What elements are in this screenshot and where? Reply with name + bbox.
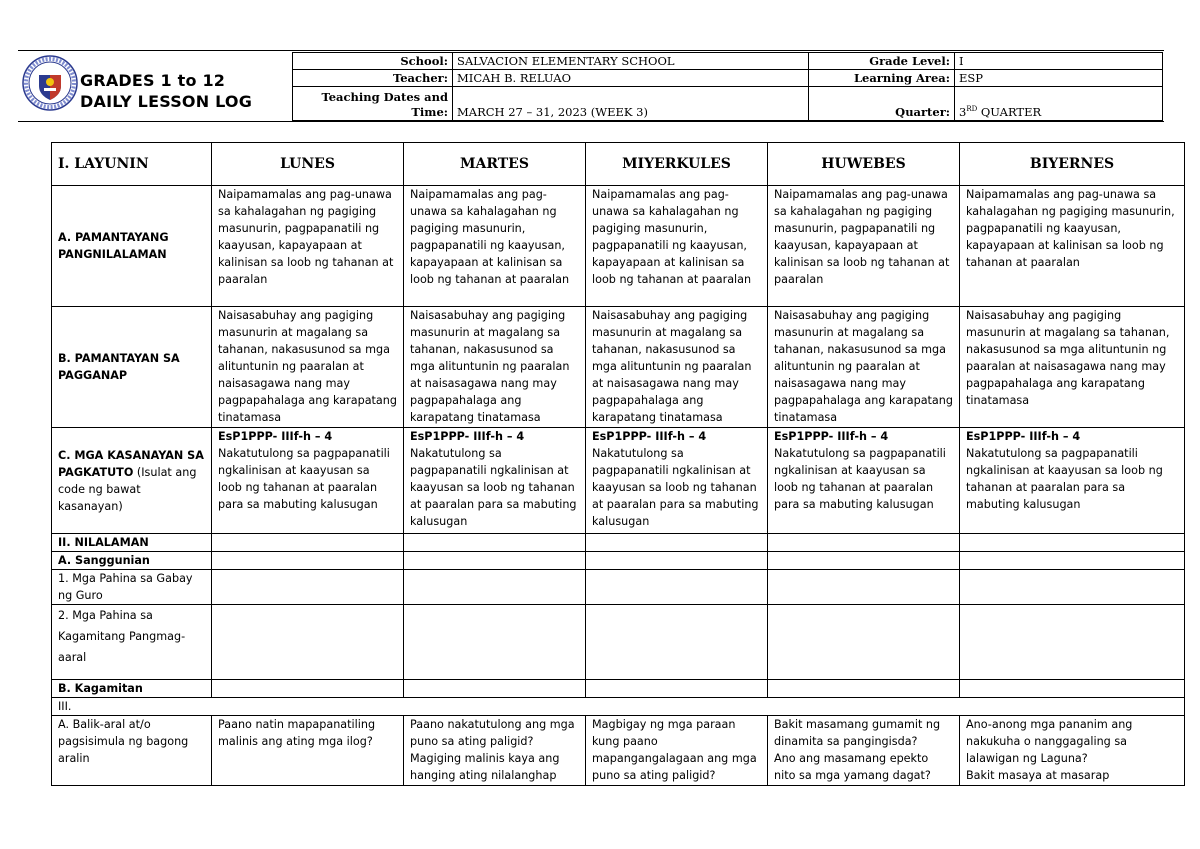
question-text: Bakit masaya at masarap <box>966 769 1110 782</box>
table-cell <box>768 428 960 534</box>
table-cell <box>404 534 586 552</box>
teaching-dates-label-line1: Teaching Dates and <box>321 90 448 104</box>
document-title <box>80 70 252 112</box>
lesson-log-table <box>51 142 1185 786</box>
quarter-label: Quarter: <box>809 87 955 121</box>
table-cell: Naipamamalas ang pag-unawa sa kahalagahan ng pagiging masunurin, pagpapanatili ng kaayusan, kapayapaan at kalinisan sa loob ng tahanan at paaralan <box>212 186 404 307</box>
table-cell <box>404 552 586 570</box>
table-row-sanggunian <box>52 552 1185 570</box>
row-label: 2. Mga Pahina sa Kagamitang Pangmag-aaral <box>52 605 212 680</box>
table-cell <box>768 680 960 698</box>
learning-area-label: Learning Area: <box>809 70 955 87</box>
info-table <box>292 52 1163 121</box>
table-cell <box>768 570 960 605</box>
table-cell <box>212 716 404 786</box>
competency-text: Nakatutulong sa pagpapanatili ngkalinisan at kaayusan sa loob ng tahanan at paaralan para sa mabuting kalusugan <box>774 447 946 511</box>
table-cell <box>586 605 768 680</box>
question-text: Magiging malinis kaya ang hanging ating nilalanghap <box>410 752 560 782</box>
table-cell: Naipamamalas ang pag-unawa sa kahalagahan ng pagiging masunurin, pagpapanatili ng kaayusan, kapayapaan at kalinisan sa loob ng tahanan at paaralan <box>960 186 1185 307</box>
table-cell <box>404 680 586 698</box>
table-cell <box>404 605 586 680</box>
teaching-dates-label <box>293 87 453 121</box>
header-huwebes: HUWEBES <box>768 143 960 186</box>
teaching-dates-label-line2: Time: <box>411 105 448 119</box>
row-label: B. Kagamitan <box>52 680 212 698</box>
row-label-bold: C. MGA KASANAYAN SA PAGKATUTO <box>58 448 204 479</box>
table-cell <box>212 534 404 552</box>
row-label: B. PAMANTAYAN SA PAGGANAP <box>52 307 212 428</box>
table-cell <box>768 534 960 552</box>
question-text: Paano nakatutulong ang mga puno sa ating paligid? <box>410 718 575 748</box>
question-text: Ano-anong mga pananim ang nakukuha o nanggagaling sa lalawigan ng Laguna? <box>966 718 1133 765</box>
header-biyernes: BIYERNES <box>960 143 1185 186</box>
table-row-balik-aral <box>52 716 1185 786</box>
table-row-pamantayan-sa-pagganap <box>52 307 1185 428</box>
school-label: School: <box>293 53 453 70</box>
header-martes: MARTES <box>404 143 586 186</box>
header-layunin: I. LAYUNIN <box>52 143 212 186</box>
table-cell <box>586 570 768 605</box>
question-text: Ano ang masamang epekto nito sa mga yamang dagat? <box>774 752 931 782</box>
table-cell <box>212 570 404 605</box>
grade-level-label: Grade Level: <box>809 53 955 70</box>
table-row-pamantayang-pangnilalaman <box>52 186 1185 307</box>
deped-seal-icon <box>22 55 78 111</box>
quarter-number: 3 <box>959 105 967 119</box>
table-cell: Naisasabuhay ang pagiging masunurin at magalang sa tahanan, nakasusunod sa mga alituntunin ng paaralan at naisasagawa nang may pagpapahalaga ang karapatang tinatamasa <box>960 307 1185 428</box>
table-cell <box>212 680 404 698</box>
row-label-note: (Isulat ang code ng bawat kasanayan) <box>58 465 197 513</box>
competency-code: EsP1PPP- IIIf-h – 4 <box>218 430 333 443</box>
table-cell <box>768 605 960 680</box>
table-cell <box>586 534 768 552</box>
row-label: A. Balik-aral at/o pagsisimula ng bagong aralin <box>52 716 212 786</box>
table-cell <box>960 552 1185 570</box>
table-cell <box>960 680 1185 698</box>
table-cell <box>586 716 768 786</box>
table-row-section-3 <box>52 698 1185 716</box>
quarter-value <box>955 87 1163 121</box>
competency-text: Nakatutulong sa pagpapanatili ngkalinisan at kaayusan sa loob ng tahanan at paaralan para sa mabuting kalusugan <box>592 447 759 528</box>
table-cell: Naipamamalas ang pag-unawa sa kahalagahan ng pagiging masunurin, pagpapanatili ng kaayusan, kapayapaan at kalinisan sa loob ng tahanan at paaralan <box>586 186 768 307</box>
table-cell <box>960 716 1185 786</box>
competency-code: EsP1PPP- IIIf-h – 4 <box>592 430 707 443</box>
table-cell <box>212 428 404 534</box>
competency-code: EsP1PPP- IIIf-h – 4 <box>966 430 1081 443</box>
table-cell: Naisasabuhay ang pagiging masunurin at magalang sa tahanan, nakasusunod sa mga alituntunin ng paaralan at naisasagawa nang may pagpapahalaga ang karapatang tinatamasa <box>768 307 960 428</box>
title-line-1: GRADES 1 to 12 <box>80 71 226 90</box>
table-cell: Naipamamalas ang pag-unawa sa kahalagahan ng pagiging masunurin, pagpapanatili ng kaayusan, kapayapaan at kalinisan sa loob ng tahanan at paaralan <box>768 186 960 307</box>
section-3-label: III. <box>52 698 1185 716</box>
quarter-ordinal: RD <box>966 105 978 114</box>
table-cell <box>768 716 960 786</box>
teaching-dates-value: MARCH 27 – 31, 2023 (WEEK 3) <box>453 87 809 121</box>
table-cell <box>960 605 1185 680</box>
row-label <box>52 428 212 534</box>
teacher-label: Teacher: <box>293 70 453 87</box>
competency-text: Nakatutulong sa pagpapanatili ngkalinisan at kaayusan sa loob ng tahanan at paaralan para sa mabuting kalusugan <box>410 447 577 528</box>
table-header-row <box>52 143 1185 186</box>
teacher-value: MICAH B. RELUAO <box>453 70 809 87</box>
table-cell <box>404 716 586 786</box>
table-cell: Naisasabuhay ang pagiging masunurin at magalang sa tahanan, nakasusunod sa mga alituntunin ng paaralan at naisasagawa nang may pagpapahalaga ang karapatang tinatamasa <box>586 307 768 428</box>
row-label: 1. Mga Pahina sa Gabay ng Guro <box>52 570 212 605</box>
table-row-gabay-ng-guro <box>52 570 1185 605</box>
table-row-kagamitang-pangmag-aaral <box>52 605 1185 680</box>
grade-level-value: I <box>955 53 1163 70</box>
table-cell: Naipamamalas ang pag-unawa sa kahalagahan ng pagiging masunurin, pagpapanatili ng kaayusan, kapayapaan at kalinisan sa loob ng tahanan at paaralan <box>404 186 586 307</box>
table-cell <box>960 534 1185 552</box>
table-cell <box>960 428 1185 534</box>
table-row-nilalaman <box>52 534 1185 552</box>
table-cell <box>768 552 960 570</box>
competency-text: Nakatutulong sa pagpapanatili ngkalinisan at kaayusan sa loob ng tahanan at paaralan para sa mabuting kalusugan <box>966 447 1163 511</box>
table-cell <box>586 552 768 570</box>
row-label: A. PAMANTAYANG PANGNILALAMAN <box>52 186 212 307</box>
table-cell <box>586 680 768 698</box>
table-cell <box>404 428 586 534</box>
table-cell <box>586 428 768 534</box>
school-value: SALVACION ELEMENTARY SCHOOL <box>453 53 809 70</box>
table-cell <box>404 570 586 605</box>
table-row-kasanayan <box>52 428 1185 534</box>
table-row-kagamitan <box>52 680 1185 698</box>
table-cell <box>960 570 1185 605</box>
title-line-2: DAILY LESSON LOG <box>80 92 253 111</box>
header-miyerkules: MIYERKULES <box>586 143 768 186</box>
competency-code: EsP1PPP- IIIf-h – 4 <box>410 430 525 443</box>
row-label: A. Sanggunian <box>52 552 212 570</box>
table-cell <box>212 552 404 570</box>
question-text: Magbigay ng mga paraan kung paano mapangangalagaan ang mga puno sa ating paligid? <box>592 718 757 782</box>
question-text: Bakit masamang gumamit ng dinamita sa pangingisda? <box>774 718 941 748</box>
competency-code: EsP1PPP- IIIf-h – 4 <box>774 430 889 443</box>
table-cell <box>212 605 404 680</box>
quarter-word: QUARTER <box>977 105 1042 119</box>
question-text: Paano natin mapapanatiling malinis ang ating mga ilog? <box>218 718 376 748</box>
table-cell: Naisasabuhay ang pagiging masunurin at magalang sa tahanan, nakasusunod sa mga alituntunin ng paaralan at naisasagawa nang may pagpapahalaga ang karapatang tinatamasa <box>212 307 404 428</box>
row-label: II. NILALAMAN <box>52 534 212 552</box>
competency-text: Nakatutulong sa pagpapanatili ngkalinisan at kaayusan sa loob ng tahanan at paaralan para sa mabuting kalusugan <box>218 447 390 511</box>
learning-area-value: ESP <box>955 70 1163 87</box>
table-cell: Naisasabuhay ang pagiging masunurin at magalang sa tahanan, nakasusunod sa mga alituntunin ng paaralan at naisasagawa nang may pagpapahalaga ang karapatang tinatamasa <box>404 307 586 428</box>
header-lunes: LUNES <box>212 143 404 186</box>
